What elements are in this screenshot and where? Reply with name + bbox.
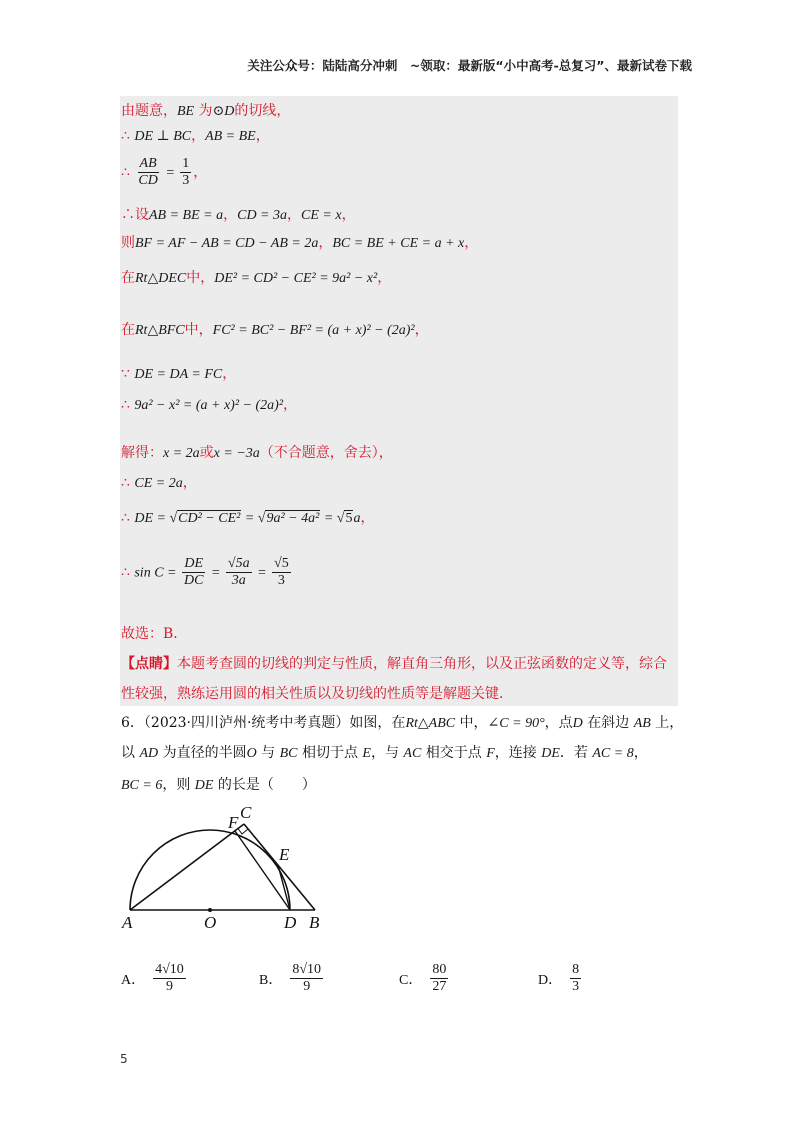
fraction: $\frac{√5}{3}$ xyxy=(274,556,289,588)
fraction: $\frac{√5a}{3a}$ xyxy=(227,556,250,588)
solution-line-13: ∴ sin C = $\frac{DE}{DC}$ = $\frac{√5a}{3a}$ = $\frac{√5}{3}$ xyxy=(121,556,289,588)
solution-line-10: 解得：x = 2a或x = −3a（不合题意，舍去）， xyxy=(121,445,393,461)
option-c[interactable]: C． $\frac{80}{27}$ xyxy=(399,962,447,994)
option-a[interactable]: A． $\frac{4√10}{9}$ xyxy=(121,962,184,994)
right-angle-mark xyxy=(238,829,248,835)
center-point-o xyxy=(208,908,212,912)
label-c: C xyxy=(240,803,252,822)
solution-line-2: ∴ DE ⊥ BC，AB = BE， xyxy=(121,128,270,144)
comment-line-1: 【点睛】本题考查圆的切线的判定与性质，解直角三角形，以及正弦函数的定义等，综合 xyxy=(121,656,667,672)
solution-line-6: 在Rt△DEC中，DE² = CD² − CE² = 9a² − x²， xyxy=(121,270,392,286)
solution-line-1: 由题意，BE 为⊙D的切线， xyxy=(121,103,291,119)
solution-line-7: 在Rt△BFC中，FC² = BC² − BF² = (a + x)² − (2a)²， xyxy=(121,322,429,338)
comment-tag: 【点睛】 xyxy=(121,656,177,672)
segment-ac xyxy=(130,824,244,910)
solution-line-9: ∴ 9a² − x² = (a + x)² − (2a)²， xyxy=(121,397,298,413)
segment-cb xyxy=(244,824,315,910)
comment-line-2: 性较强，熟练运用圆的相关性质以及切线的性质等是解题关键． xyxy=(121,686,513,702)
fraction: $\frac{DE}{DC}$ xyxy=(183,556,204,588)
label-a: A xyxy=(122,913,133,932)
solution-line-12: ∴ DE = √CD² − CE² = √9a² − 4a² = √5a， xyxy=(121,510,375,526)
semicircle-arc xyxy=(130,830,290,910)
option-d[interactable]: D． $\frac{8}{3}$ xyxy=(538,962,580,994)
solution-line-11: ∴ CE = 2a， xyxy=(121,475,197,491)
question-line-3: BC = 6，则 DE 的长是（ ） xyxy=(121,777,316,793)
page-header: 关注公众号：陆陆高分冲刺 ~领取：最新版“小中高考-总复习”、最新试卷下载 xyxy=(247,58,692,73)
page-number: 5 xyxy=(120,1052,128,1066)
question-line-1: 6．（2023·四川泸州·统考中考真题）如图，在Rt△ABC 中，∠C = 90°，点D 在斜边 AB 上， xyxy=(121,715,684,731)
label-f: F xyxy=(228,813,239,832)
label-e: E xyxy=(279,845,290,864)
solution-line-5: 则BF = AF − AB = CD − AB = 2a，BC = BE + CE = a + x， xyxy=(121,235,479,251)
fraction: $\frac{1}{3}$ xyxy=(182,156,190,188)
solution-line-3: ∴ $\frac{AB}{CD}$ = $\frac{1}{3}$ ， xyxy=(121,156,208,188)
answer-line: 故选：B． xyxy=(121,626,188,642)
geometry-figure xyxy=(118,800,338,940)
solution-line-4: ∴设AB = BE = a，CD = 3a，CE = x， xyxy=(121,207,356,223)
fraction: $\frac{AB}{CD}$ xyxy=(138,156,158,188)
option-b[interactable]: B． $\frac{8√10}{9}$ xyxy=(259,962,322,994)
label-o: O xyxy=(204,913,217,932)
question-line-2: 以 AD 为直径的半圆O 与 BC 相切于点 E，与 AC 相交于点 F，连接 DE．若 AC = 8， xyxy=(121,745,648,761)
solution-line-8: ∵ DE = DA = FC， xyxy=(121,366,237,382)
label-d: D xyxy=(284,913,297,932)
label-b: B xyxy=(309,913,320,932)
